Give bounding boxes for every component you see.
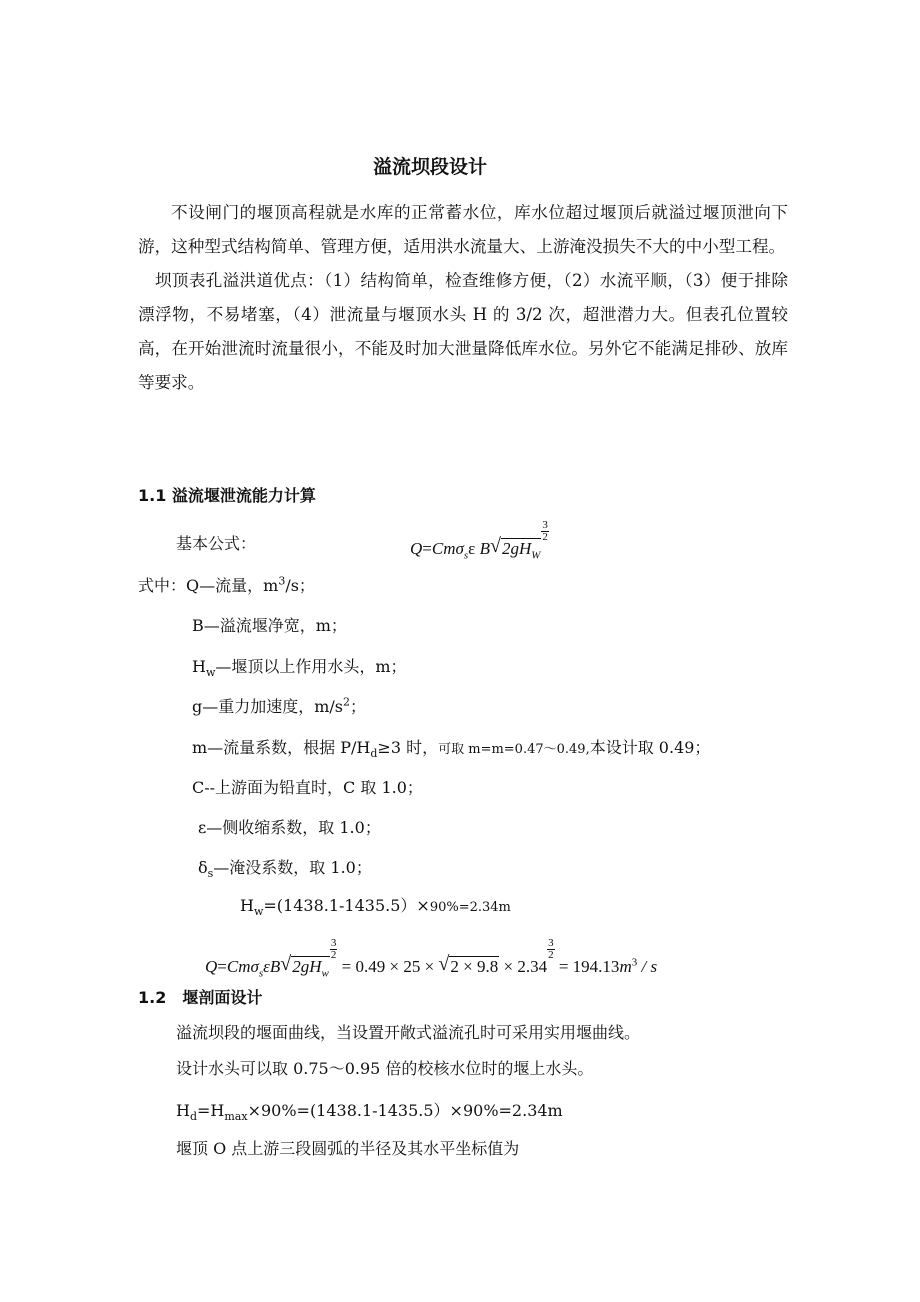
- def-m-sub: d: [370, 747, 378, 761]
- formula-cm: Cm: [431, 539, 456, 558]
- def-delta-text: —淹没系数，取 1.0；: [213, 858, 372, 877]
- full-formula: [205, 937, 658, 980]
- hw-calc-result: 90%=2.34m: [429, 900, 511, 915]
- def-m-c: 可取 m=m=0.47～0.49,: [438, 742, 590, 757]
- def-delta-sub: s: [207, 867, 214, 881]
- ff-sqrt2-content: 2 × 9.8: [450, 957, 499, 976]
- exp-num: 3: [542, 519, 548, 531]
- def-hw-text: —堰顶以上作用水头，m；: [215, 657, 407, 676]
- hw-calc-line: [240, 893, 511, 919]
- section-2-line-2: 设计水头可以取 0.75～0.95 倍的校核水位时的堰上水头。: [176, 1059, 594, 1078]
- hw-calc-text: =(1438.1-1435.5）×: [263, 896, 430, 915]
- formula-sigma: σ: [455, 539, 464, 558]
- intro-paragraph-1: 不设闸门的堰顶高程就是水库的正常蓄水位，库水位超过堰顶后就溢过堰顶泄向下游，这种型式结构简单、管理方便，适用洪水流量大、上游淹没损失不大的中小型工程。: [138, 203, 788, 256]
- ff-eps-b: εB: [263, 957, 281, 976]
- ff-rhs2: × 2.34: [503, 957, 548, 976]
- exp-den: 2: [542, 531, 548, 543]
- hw-calc-sub: w: [253, 905, 264, 919]
- formula-eps: ε: [468, 539, 476, 558]
- formula-sqrt-sub: W: [531, 549, 541, 562]
- ff-sigma-sub: s: [258, 967, 264, 980]
- where-label: 式中：: [138, 576, 187, 595]
- ff-exp1: [330, 938, 338, 961]
- ff-unit-sup: 3: [631, 956, 638, 969]
- page-title: 溢流坝段设计: [372, 156, 487, 178]
- def-g-sup: 2: [343, 695, 351, 709]
- def-g-tail: ；: [350, 697, 367, 716]
- def-g: g—重力加速度，m/s: [192, 697, 344, 716]
- def-hw-sub: w: [205, 666, 216, 680]
- ff-exp2: [547, 938, 555, 961]
- hd-h: H: [176, 1101, 190, 1120]
- section-1-heading: 1.1 溢流堰泄流能力计算: [138, 486, 316, 505]
- def-b: B—溢流堰净宽，m；: [192, 616, 347, 635]
- formula-sigma-sub: s: [463, 549, 469, 562]
- ff-q: Q: [205, 957, 218, 976]
- section-2-line-1: 溢流坝段的堰面曲线，当设置开敞式溢流孔时可采用实用堰曲线。: [176, 1023, 641, 1042]
- intro-paragraph-2: 坝顶表孔溢洪道优点：（1）结构简单，检查维修方便，（2）水流平顺，（3）便于排除漂浮物，不易堵塞，（4）泄流量与堰顶水头 H 的 3/2 次，超泄潜力大。但表孔位置较高，在开始泄流时流量很小，不能及时加大泄量降低库水位。另外它不能满足排砂、放库等要求。: [138, 271, 788, 392]
- where-label-line: [138, 573, 315, 596]
- def-g-line: [192, 694, 366, 717]
- hw-calc-h: H: [240, 896, 254, 915]
- ff-eq: =: [217, 957, 227, 976]
- ff-sqrt-content: 2gH: [292, 957, 322, 976]
- formula-sqrt: √ $2gH_W$: [489, 535, 541, 562]
- section-2-heading: 1.2 堰剖面设计: [138, 988, 263, 1007]
- ff-exp2-den: 2: [548, 949, 554, 961]
- formula-b: B: [479, 539, 490, 558]
- def-hw-h: H: [192, 657, 206, 676]
- def-m-line: [192, 735, 711, 761]
- def-delta: δ: [198, 858, 208, 877]
- ff-sqrt: √ $2gH_w$: [280, 953, 329, 980]
- formula-eq: =: [422, 539, 432, 558]
- def-q-sup: 3: [278, 574, 286, 588]
- ff-rhs1: = 0.49 × 25 ×: [341, 957, 435, 976]
- def-m-d: 本设计取 0.49；: [589, 738, 711, 757]
- hd-eq-h: =H: [197, 1101, 225, 1120]
- hd-sub-max: max: [224, 1110, 248, 1124]
- hd-text: ×90%=(1438.1-1435.5）×90%=2.34m: [247, 1101, 563, 1120]
- ff-unit-s: / s: [637, 957, 658, 976]
- basic-formula: [410, 519, 549, 562]
- section-2-line-4: 堰顶 O 点上游三段圆弧的半径及其水平坐标值为: [176, 1139, 520, 1158]
- def-delta-line: [198, 855, 372, 881]
- hd-calc-line: [176, 1098, 563, 1124]
- formula-exponent: [541, 520, 549, 543]
- def-q-tail: /s；: [285, 576, 315, 595]
- ff-exp1-num: 3: [330, 937, 337, 949]
- ff-exp1-den: 2: [330, 949, 337, 961]
- formula-q: Q: [410, 539, 423, 558]
- ff-sqrt-sub: w: [321, 967, 329, 980]
- hd-sub-d: d: [189, 1110, 197, 1124]
- def-eps: ε—侧收缩系数，取 1.0；: [198, 818, 381, 837]
- intro-paragraphs: [138, 196, 788, 400]
- ff-sqrt2: √ 2 × 9.8: [438, 953, 499, 976]
- ff-rhs3: = 194.13: [558, 957, 620, 976]
- def-q: Q—流量，m: [186, 576, 279, 595]
- formula-label: 基本公式：: [176, 534, 257, 553]
- def-c: C--上游面为铅直时，C 取 1.0；: [192, 778, 423, 797]
- def-m-b: ≥3 时，: [377, 738, 439, 757]
- formula-sqrt-content: 2gH: [501, 539, 532, 558]
- ff-exp2-num: 3: [548, 937, 554, 949]
- def-m-a: m—流量系数，根据 P/H: [192, 738, 371, 757]
- ff-cm: Cm: [226, 957, 251, 976]
- ff-sigma: σ: [250, 957, 259, 976]
- def-hw-line: [192, 654, 407, 680]
- ff-unit-m: m: [619, 957, 632, 976]
